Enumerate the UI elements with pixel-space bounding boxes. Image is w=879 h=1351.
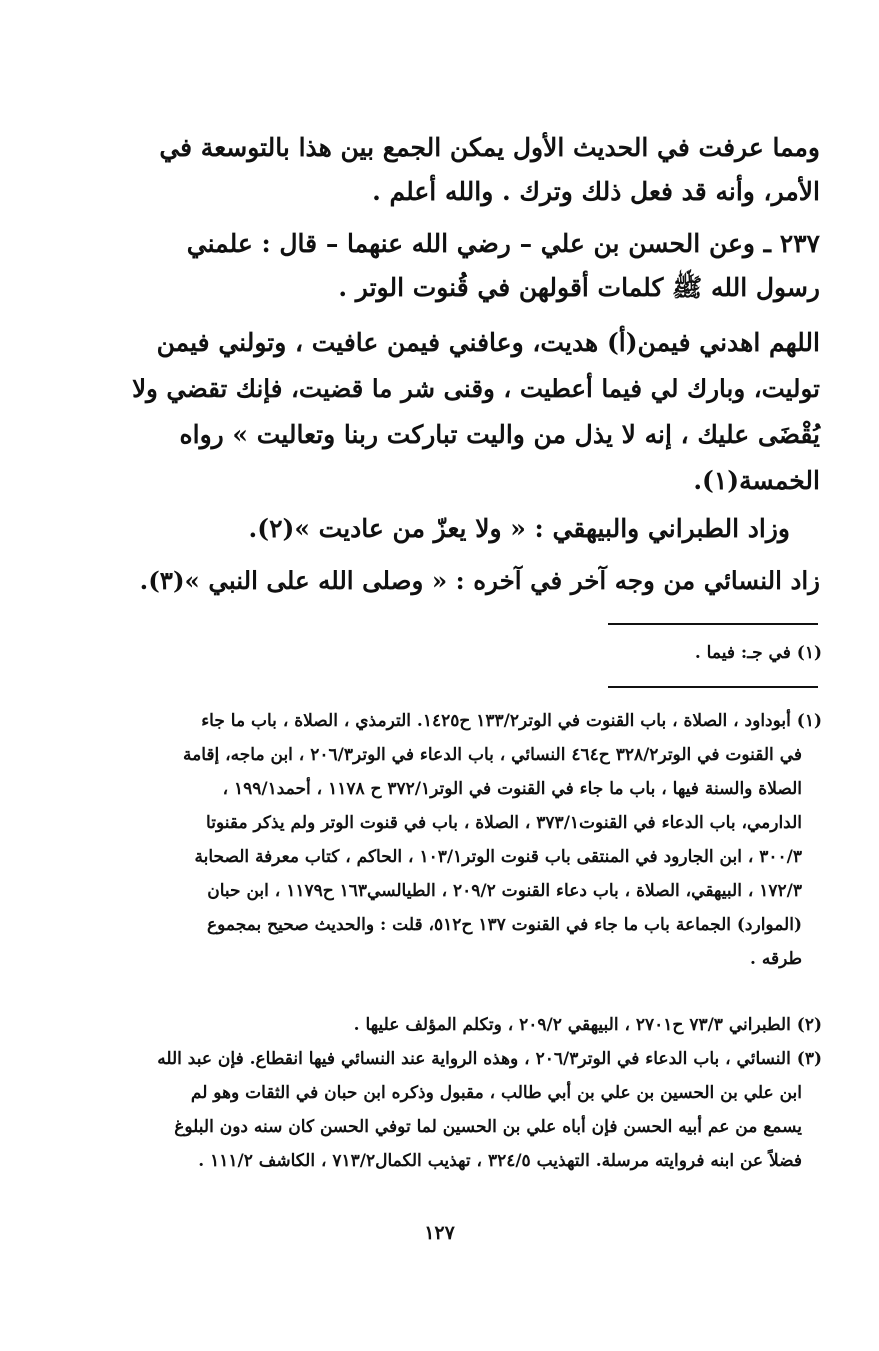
- footnote-line: ابن علي بن الحسين بن علي بن أبي طالب ، مقبول وذكره ابن حبان في الثقات وهو لم: [190, 1083, 802, 1103]
- text-line: الخمسة(١).: [693, 466, 820, 495]
- footnote-1: [150, 704, 822, 976]
- footnote-line: (٣) النسائي ، باب الدعاء في الوتر٢٠٦/٣ ، وهذه الرواية عند النسائي فيها انقطاع. فإن عبد الله: [157, 1049, 822, 1069]
- text-line: زاد النسائي من وجه آخر في آخره : « وصلى الله على النبي »(٣).: [139, 566, 820, 595]
- variant-note: [150, 636, 822, 670]
- separator-line: [608, 686, 818, 688]
- text-line: ومما عرفت في الحديث الأول يمكن الجمع بين هذا بالتوسعة في: [159, 133, 820, 162]
- page-number: ١٢٧: [424, 1222, 455, 1244]
- footnote-line: (١) أبوداود ، الصلاة ، باب القنوت في الوتر١٣٣/٢ ح١٤٢٥. الترمذي ، الصلاة ، باب ما جاء: [201, 711, 822, 731]
- text-line: الأمر، وأنه قد فعل ذلك وترك . والله أعلم .: [372, 177, 820, 206]
- paragraph-1: [130, 126, 820, 214]
- footnote-line: يسمع من عم أبيه الحسن فإن أباه علي بن الحسين لما توفي الحسن كان سنه دون البلوغ: [174, 1117, 802, 1137]
- text-line: رسول الله ﷺ كلمات أقولهن في قُنوت الوتر .: [338, 273, 820, 302]
- text-line: توليت، وبارك لي فيما أعطيت ، وقنى شر ما قضيت، فإنك تقضي ولا: [132, 374, 820, 403]
- footnote-line: الصلاة والسنة فيها ، باب ما جاء في القنوت في الوتر٣٧٢/١ ح ١١٧٨ ، أحمد١٩٩/١ ،: [222, 779, 802, 799]
- footnote-line: فضلاً عن ابنه فروايته مرسلة. التهذيب ٣٢٤/٥ ، تهذيب الكمال٧١٣/٢ ، الكاشف ١١١/٢ .: [198, 1151, 802, 1171]
- text-line: يُقْضَى عليك ، إنه لا يذل من واليت تباركت ربنا وتعاليت » رواه: [179, 420, 820, 449]
- footnote-line: في القنوت في الوتر٣٢٨/٢ ح٤٦٤ النسائي ، باب الدعاء في الوتر٢٠٦/٣ ، ابن ماجه، إقامة: [183, 745, 802, 765]
- footnote-2: [150, 1008, 822, 1042]
- footnote-line: (الموارد) الجماعة باب ما جاء في القنوت ١٣٧ ح٥١٢، قلت : والحديث صحيح بمجموع: [206, 915, 802, 935]
- text-line: ٢٣٧ ـ وعن الحسن بن علي – رضي الله عنهما – قال : علمني: [186, 229, 820, 258]
- footnote-line: طرقه .: [750, 949, 802, 969]
- text-line: (١) في جـ: فيما .: [694, 643, 822, 663]
- footnote-line: ١٧٢/٣ ، البيهقي، الصلاة ، باب دعاء القنوت ٢٠٩/٢ ، الطيالسي١٦٣ ح١١٧٩ ، ابن حبان: [207, 881, 802, 901]
- footnote-line: ٣٠٠/٣ ، ابن الجارود في المنتقى باب قنوت الوتر١٠٣/١ ، الحاكم ، كتاب معرفة الصحابة: [194, 847, 802, 867]
- separator-line: [608, 623, 818, 625]
- footnote-line: (٢) الطبراني ٧٣/٣ ح٢٧٠١ ، البيهقي ٢٠٩/٢ ، وتكلم المؤلف عليها .: [353, 1015, 822, 1035]
- tabarani-addition: [130, 507, 820, 551]
- hadith-237-intro: [130, 222, 820, 310]
- nasai-addition: [130, 559, 820, 603]
- footnote-line: الدارمي، باب الدعاء في القنوت٣٧٣/١ ، الصلاة ، باب في قنوت الوتر ولم يذكر مقنوتا: [206, 813, 802, 833]
- footnote-3: [150, 1042, 822, 1178]
- text-line: اللهم اهدني فيمن(أ) هديت، وعافني فيمن عافيت ، وتولني فيمن: [156, 328, 820, 357]
- hadith-237-text: [130, 320, 820, 504]
- text-line: وزاد الطبراني والبيهقي : « ولا يعزّ من عاديت »(٢).: [248, 514, 790, 543]
